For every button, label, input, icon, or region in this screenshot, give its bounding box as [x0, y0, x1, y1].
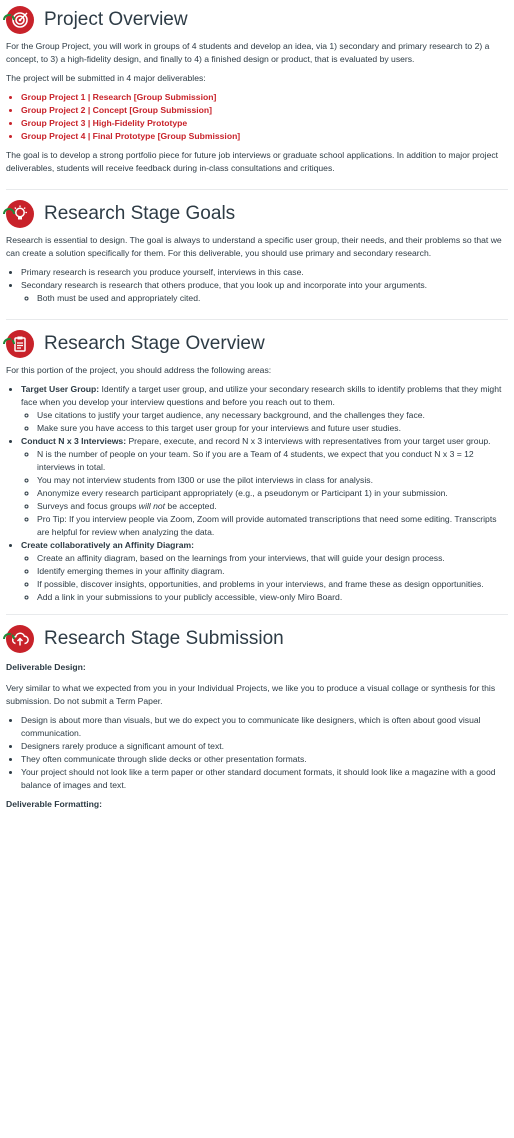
goals-list — [6, 266, 508, 305]
list-item: ◦ Identify emerging themes in your affinity diagram. — [37, 565, 508, 578]
section-header-project-overview — [6, 6, 508, 34]
list-item: • Conduct N x 3 Interviews: Prepare, execute, and record N x 3 interviews with representatives from your target user group. ◦ N is the number of people on your team. So if you are a Team of 4 students, we expect that you conduct N x 3 = 12 interviews in total. ◦ You may not interview students from I300 or use the pilot interviews in class for analysis. ◦ Anonymize every research participant appropriately (e.g., a pseudonym or Participant 1) in your submission. ◦ Surveys and focus groups will not be accepted. ◦ Pro Tip: If you interview people via Zoom, Zoom will provide automated transcriptions that need some editing. Transcripts are helpful for review when analyzing the data. — [21, 435, 508, 539]
areas-list — [6, 383, 508, 604]
deliverables-list — [6, 91, 508, 143]
deliverable-link-3[interactable]: • Group Project 3 | High-Fidelity Prototype — [21, 117, 508, 130]
upload-cloud-icon — [6, 625, 34, 653]
list-item: ◦ Add a link in your submissions to your publicly accessible, view-only Miro Board. — [37, 591, 508, 604]
subheading-deliverable-formatting: Deliverable Formatting: — [6, 799, 102, 809]
list-item: ◦ Create an affinity diagram, based on the learnings from your interviews, that will guide your design process. — [37, 552, 508, 565]
lightbulb-icon — [6, 200, 34, 228]
list-item: ◦ Use citations to justify your target audience, any necessary background, and the challenges they face. — [37, 409, 508, 422]
deliverable-link-2[interactable]: • Group Project 2 | Concept [Group Submission] — [21, 104, 508, 117]
page-title: Project Overview — [44, 9, 188, 30]
overview-paragraph-1: For the Group Project, you will work in groups of 4 students and develop an idea, via 1) secondary and primary research to 2) a concept, to 3) a high-fidelity design, and finally to 4) a finished design or product, that is evaluated by users. — [6, 41, 490, 64]
divider — [6, 319, 508, 320]
list-item: • Your project should not look like a term paper or other standard document formats, it should look like a magazine with a good balance of images and text. — [21, 766, 508, 792]
list-item: • Primary research is research you produce yourself, interviews in this case. — [21, 266, 508, 279]
goals-paragraph: Research is essential to design. The goal is always to understand a specific user group, their needs, and their problems so that we can create a solution specifically for them. For this deliverable, you should use primary and secondary research. — [6, 235, 502, 258]
section-title-submission: Research Stage Submission — [44, 628, 284, 649]
deliverable-link-4[interactable]: • Group Project 4 | Final Prototype [Group Submission] — [21, 130, 508, 143]
target-icon — [6, 6, 34, 34]
section-title-stage-overview: Research Stage Overview — [44, 333, 265, 354]
list-item: • Target User Group: Identify a target user group, and utilize your secondary research skills to identify problems that they might face when you develop your interview questions and before you reach out to them. ◦ Use citations to justify your target audience, any necessary background, and the challenges they face. ◦ Make sure you have access to this target user group for your interviews and future user studies. — [21, 383, 508, 435]
section-header-submission — [6, 625, 508, 653]
divider — [6, 614, 508, 615]
list-item: ◦ Pro Tip: If you interview people via Zoom, Zoom will provide automated transcriptions that need some editing. Transcripts are helpful for review when analyzing the data. — [37, 513, 508, 539]
list-item: • Create collaboratively an Affinity Diagram: ◦ Create an affinity diagram, based on the learnings from your interviews, that will guide your design process. ◦ Identify emerging themes in your affinity diagram. ◦ If possible, discover insights, opportunities, and problems in your interviews, and frame these as design opportunities. ◦ Add a link in your submissions to your publicly accessible, view-only Miro Board. — [21, 539, 508, 604]
list-item: ◦ You may not interview students from I300 or use the pilot interviews in class for analysis. — [37, 474, 508, 487]
section-title-goals: Research Stage Goals — [44, 203, 236, 224]
list-item: ◦ If possible, discover insights, opportunities, and problems in your interviews, and frame these as design opportunities. — [37, 578, 508, 591]
overview-paragraph-3: The goal is to develop a strong portfolio piece for future job interviews or graduate school applications. In addition to major project deliverables, students will receive feedback during in-class consultations and critiques. — [6, 150, 499, 173]
list-item: • Design is about more than visuals, but we do expect you to communicate like designers, which is often about good visual communication. — [21, 714, 508, 740]
list-item: ◦ Both must be used and appropriately cited. — [37, 292, 508, 305]
list-item: ◦ N is the number of people on your team. So if you are a Team of 4 students, we expect that you conduct N x 3 = 12 interviews in total. — [37, 448, 508, 474]
list-item: • Designers rarely produce a significant amount of text. — [21, 740, 508, 753]
submission-paragraph: Very similar to what we expected from you in your Individual Projects, we like you to produce a visual collage or synthesis for this submission. Do not submit a Term Paper. — [6, 683, 496, 706]
list-item: • Secondary research is research that others produce, that you look up and incorporate into your arguments. ◦ Both must be used and appropriately cited. — [21, 279, 508, 305]
stage-overview-intro: For this portion of the project, you should address the following areas: — [6, 365, 272, 375]
divider — [6, 189, 508, 190]
list-item: • They often communicate through slide decks or other presentation formats. — [21, 753, 508, 766]
section-header-stage-overview — [6, 330, 508, 358]
deliverable-link-1[interactable]: • Group Project 1 | Research [Group Submission] — [21, 91, 508, 104]
list-item: ◦ Make sure you have access to this target user group for your interviews and future user studies. — [37, 422, 508, 435]
subheading-deliverable-design: Deliverable Design: — [6, 662, 86, 672]
section-header-goals — [6, 200, 508, 228]
submission-list — [6, 714, 508, 792]
clipboard-icon — [6, 330, 34, 358]
overview-paragraph-2: The project will be submitted in 4 major deliverables: — [6, 73, 206, 83]
list-item: ◦ Surveys and focus groups will not be accepted. — [37, 500, 508, 513]
list-item: ◦ Anonymize every research participant appropriately (e.g., a pseudonym or Participant 1) in your submission. — [37, 487, 508, 500]
